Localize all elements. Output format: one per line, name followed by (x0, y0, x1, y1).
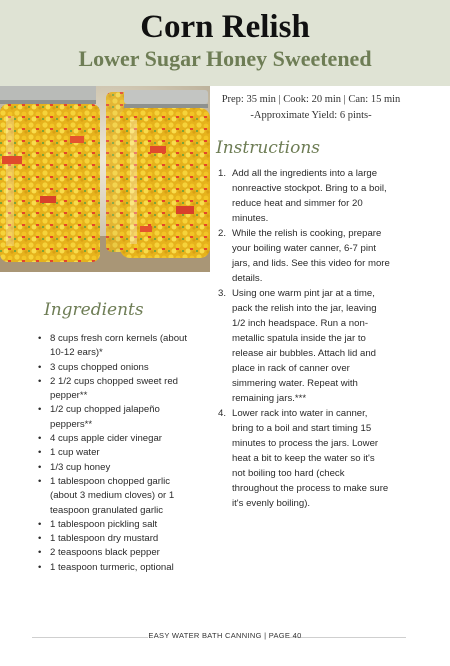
ingredient-item: • 2 teaspoons black pepper (38, 546, 202, 560)
corn-relish-jars-photo (0, 86, 210, 272)
ingredient-item: • 1 tablespoon dry mustard (38, 532, 202, 546)
ingredient-item: • 1/2 cup chopped jalapeño peppers** (38, 403, 202, 432)
ingredient-item: • 1 teaspoon turmeric, optional (38, 561, 202, 575)
instruction-step: 1. Add all the ingredients into a large nonreactive stockpot. Bring to a boil, reduce heat and simmer for 20 minutes. (218, 168, 387, 224)
instruction-step: 4. Lower rack into water in canner, bring to a boil and start timing 15 minutes to process the jars. Lower heat a bit to keep the water so it's not boiling too hard (check throughout the process to make sure it's evenly boiling). (218, 408, 389, 509)
instructions-list (218, 166, 414, 511)
instructions-heading: Instructions (216, 138, 320, 158)
recipe-yield: -Approximate Yield: 6 pints- (250, 110, 372, 121)
ingredient-item: • 1 tablespoon chopped garlic (about 3 medium cloves) or 1 teaspoon granulated garlic (38, 475, 202, 518)
ingredient-item: • 3 cups chopped onions (38, 361, 202, 375)
recipe-title: Corn Relish (140, 9, 310, 45)
recipe-times: Prep: 35 min | Cook: 20 min | Can: 15 min (221, 94, 401, 105)
ingredient-item: • 4 cups apple cider vinegar (38, 432, 202, 446)
ingredient-item: • 1/3 cup honey (38, 461, 202, 475)
page-footer: EASY WATER BATH CANNING | PAGE 40 (148, 631, 302, 640)
ingredient-item: • 2 1/2 cups chopped sweet red pepper** (38, 375, 202, 404)
ingredient-item: • 1 cup water (38, 446, 202, 460)
recipe-subtitle: Lower Sugar Honey Sweetened (78, 46, 372, 71)
instruction-step: 3. Using one warm pint jar at a time, pack the relish into the jar, leaving 1/2 inch headspace. Run a non- metallic spatula inside the jar to release air bubbles. Attach lid and place in rack of canner over simmering water. Repeat with remaining jars.*** (218, 288, 377, 404)
ingredients-heading: Ingredients (44, 300, 144, 320)
ingredient-item: • 1 tablespoon pickling salt (38, 518, 202, 532)
ingredient-item: • 8 cups fresh corn kernels (about 10-12 ears)* (38, 332, 202, 361)
ingredients-list (38, 332, 202, 575)
instruction-step: 2. While the relish is cooking, prepare your boiling water canner, 6-7 pint jars, and lids. See this video for more details. (218, 228, 390, 284)
